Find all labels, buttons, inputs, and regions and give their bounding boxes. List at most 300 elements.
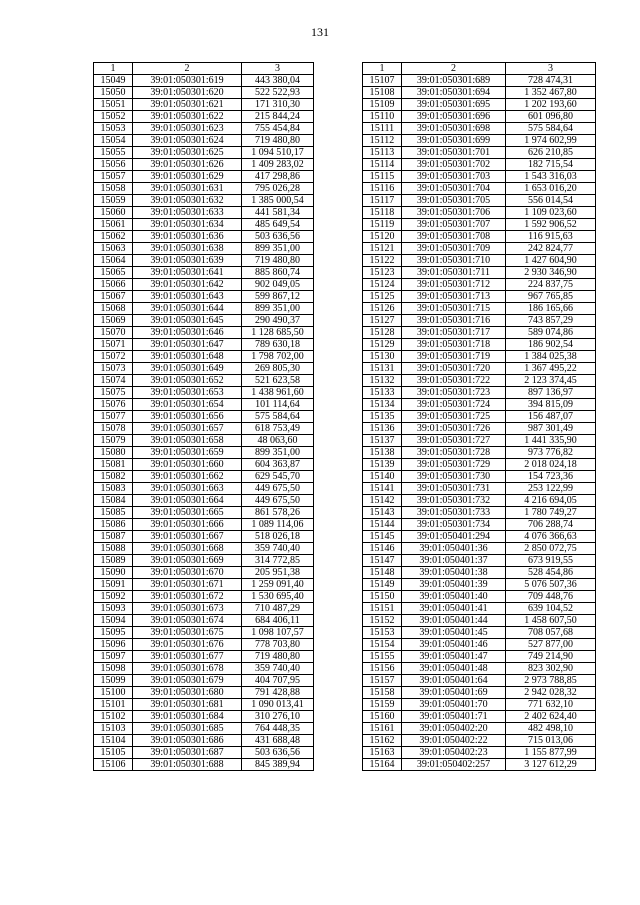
row-number: 15074: [94, 375, 133, 387]
row-number: 15150: [363, 591, 402, 603]
cadastral-value: 626 210,85: [506, 147, 596, 159]
row-number: 15162: [363, 735, 402, 747]
cadastral-number: 39:01:050301:641: [133, 267, 242, 279]
cadastral-number: 39:01:050401:69: [402, 687, 506, 699]
row-number: 15103: [94, 723, 133, 735]
cadastral-number: 39:01:050401:44: [402, 615, 506, 627]
cadastral-value: 449 675,50: [242, 483, 314, 495]
cadastral-value: 1 385 000,54: [242, 195, 314, 207]
table-row: [363, 735, 596, 747]
cadastral-table-left: [93, 62, 314, 771]
table-row: [94, 723, 314, 735]
cadastral-value: 1 259 091,40: [242, 579, 314, 591]
cadastral-value: 710 487,29: [242, 603, 314, 615]
cadastral-value: 2 850 072,75: [506, 543, 596, 555]
row-number: 15116: [363, 183, 402, 195]
table-row: [363, 567, 596, 579]
cadastral-value: 1 798 702,00: [242, 351, 314, 363]
row-number: 15126: [363, 303, 402, 315]
cadastral-number: 39:01:050301:654: [133, 399, 242, 411]
cadastral-number: 39:01:050301:642: [133, 279, 242, 291]
cadastral-value: 673 919,55: [506, 555, 596, 567]
cadastral-number: 39:01:050301:734: [402, 519, 506, 531]
cadastral-number: 39:01:050402:257: [402, 759, 506, 771]
table-row: [94, 195, 314, 207]
table-row: [363, 195, 596, 207]
cadastral-number: 39:01:050301:684: [133, 711, 242, 723]
row-number: 15137: [363, 435, 402, 447]
cadastral-value: 1 592 906,52: [506, 219, 596, 231]
cadastral-value: 3 127 612,29: [506, 759, 596, 771]
cadastral-number: 39:01:050301:649: [133, 363, 242, 375]
row-number: 15132: [363, 375, 402, 387]
row-number: 15096: [94, 639, 133, 651]
cadastral-value: 2 123 374,45: [506, 375, 596, 387]
table-row: [363, 267, 596, 279]
table-row: [94, 375, 314, 387]
cadastral-value: 154 723,36: [506, 471, 596, 483]
cadastral-value: 861 578,26: [242, 507, 314, 519]
row-number: 15058: [94, 183, 133, 195]
cadastral-number: 39:01:050301:663: [133, 483, 242, 495]
row-number: 15099: [94, 675, 133, 687]
row-number: 15164: [363, 759, 402, 771]
cadastral-number: 39:01:050401:37: [402, 555, 506, 567]
table-row: [363, 591, 596, 603]
cadastral-number: 39:01:050301:656: [133, 411, 242, 423]
cadastral-number: 39:01:050301:731: [402, 483, 506, 495]
cadastral-value: 1 089 114,06: [242, 519, 314, 531]
row-number: 15129: [363, 339, 402, 351]
table-row: [94, 579, 314, 591]
table-row: [363, 603, 596, 615]
cadastral-value: 4 216 694,05: [506, 495, 596, 507]
cadastral-number: 39:01:050301:725: [402, 411, 506, 423]
table-row: [363, 711, 596, 723]
cadastral-value: 719 480,80: [242, 651, 314, 663]
row-number: 15076: [94, 399, 133, 411]
table-row: [363, 303, 596, 315]
cadastral-number: 39:01:050301:653: [133, 387, 242, 399]
cadastral-value: 1 352 467,80: [506, 87, 596, 99]
row-number: 15125: [363, 291, 402, 303]
cadastral-number: 39:01:050401:45: [402, 627, 506, 639]
row-number: 15154: [363, 639, 402, 651]
row-number: 15110: [363, 111, 402, 123]
row-number: 15097: [94, 651, 133, 663]
cadastral-value: 706 288,74: [506, 519, 596, 531]
row-number: 15133: [363, 387, 402, 399]
cadastral-value: 1 780 749,27: [506, 507, 596, 519]
header-cell-2: 2: [402, 63, 506, 75]
table-row: [363, 519, 596, 531]
cadastral-value: 310 276,10: [242, 711, 314, 723]
cadastral-value: 156 487,07: [506, 411, 596, 423]
cadastral-value: 899 351,00: [242, 447, 314, 459]
cadastral-number: 39:01:050301:620: [133, 87, 242, 99]
table-row: [363, 123, 596, 135]
table-row: [94, 735, 314, 747]
row-number: 15052: [94, 111, 133, 123]
cadastral-number: 39:01:050401:39: [402, 579, 506, 591]
table-row: [94, 363, 314, 375]
row-number: 15144: [363, 519, 402, 531]
cadastral-number: 39:01:050301:732: [402, 495, 506, 507]
row-number: 15127: [363, 315, 402, 327]
cadastral-number: 39:01:050301:698: [402, 123, 506, 135]
cadastral-value: 967 765,85: [506, 291, 596, 303]
cadastral-number: 39:01:050301:666: [133, 519, 242, 531]
table-row: [363, 651, 596, 663]
row-number: 15091: [94, 579, 133, 591]
cadastral-value: 639 104,52: [506, 603, 596, 615]
cadastral-number: 39:01:050301:625: [133, 147, 242, 159]
cadastral-number: 39:01:050301:701: [402, 147, 506, 159]
cadastral-number: 39:01:050402:23: [402, 747, 506, 759]
table-row: [363, 363, 596, 375]
cadastral-number: 39:01:050301:632: [133, 195, 242, 207]
table-row: [94, 387, 314, 399]
cadastral-number: 39:01:050401:41: [402, 603, 506, 615]
row-number: 15084: [94, 495, 133, 507]
table-row: [94, 747, 314, 759]
row-number: 15123: [363, 267, 402, 279]
table-row: [94, 423, 314, 435]
page-number: 131: [311, 25, 329, 39]
table-row: [94, 243, 314, 255]
row-number: 15136: [363, 423, 402, 435]
cadastral-value: 764 448,35: [242, 723, 314, 735]
table-row: [94, 219, 314, 231]
row-number: 15061: [94, 219, 133, 231]
cadastral-number: 39:01:050301:707: [402, 219, 506, 231]
cadastral-value: 719 480,80: [242, 255, 314, 267]
cadastral-value: 1 653 016,20: [506, 183, 596, 195]
row-number: 15145: [363, 531, 402, 543]
cadastral-value: 215 844,24: [242, 111, 314, 123]
cadastral-value: 443 380,04: [242, 75, 314, 87]
row-number: 15050: [94, 87, 133, 99]
table-header-row: [94, 63, 314, 75]
table-row: [94, 447, 314, 459]
cadastral-value: 441 581,34: [242, 207, 314, 219]
cadastral-value: 1 409 283,02: [242, 159, 314, 171]
cadastral-value: 575 584,64: [506, 123, 596, 135]
cadastral-number: 39:01:050301:643: [133, 291, 242, 303]
cadastral-number: 39:01:050401:36: [402, 543, 506, 555]
row-number: 15055: [94, 147, 133, 159]
cadastral-number: 39:01:050301:657: [133, 423, 242, 435]
table-row: [94, 207, 314, 219]
cadastral-number: 39:01:050301:622: [133, 111, 242, 123]
cadastral-value: 1 128 685,50: [242, 327, 314, 339]
cadastral-number: 39:01:050401:38: [402, 567, 506, 579]
table-row: [363, 495, 596, 507]
table-row: [94, 519, 314, 531]
table-row: [363, 135, 596, 147]
cadastral-number: 39:01:050401:64: [402, 675, 506, 687]
cadastral-number: 39:01:050301:634: [133, 219, 242, 231]
cadastral-number: 39:01:050301:639: [133, 255, 242, 267]
table-row: [363, 75, 596, 87]
cadastral-number: 39:01:050301:715: [402, 303, 506, 315]
cadastral-number: 39:01:050301:658: [133, 435, 242, 447]
cadastral-value: 314 772,85: [242, 555, 314, 567]
row-number: 15057: [94, 171, 133, 183]
cadastral-value: 1 202 193,60: [506, 99, 596, 111]
table-row: [94, 495, 314, 507]
row-number: 15105: [94, 747, 133, 759]
cadastral-number: 39:01:050301:652: [133, 375, 242, 387]
row-number: 15138: [363, 447, 402, 459]
table-row: [363, 531, 596, 543]
cadastral-number: 39:01:050301:659: [133, 447, 242, 459]
table-row: [94, 651, 314, 663]
cadastral-number: 39:01:050301:664: [133, 495, 242, 507]
cadastral-number: 39:01:050301:674: [133, 615, 242, 627]
table-row: [363, 435, 596, 447]
cadastral-number: 39:01:050402:20: [402, 723, 506, 735]
table-row: [94, 675, 314, 687]
row-number: 15152: [363, 615, 402, 627]
row-number: 15068: [94, 303, 133, 315]
row-number: 15119: [363, 219, 402, 231]
cadastral-value: 1 543 316,03: [506, 171, 596, 183]
cadastral-value: 715 013,06: [506, 735, 596, 747]
cadastral-value: 987 301,49: [506, 423, 596, 435]
cadastral-value: 902 049,05: [242, 279, 314, 291]
row-number: 15092: [94, 591, 133, 603]
row-number: 15077: [94, 411, 133, 423]
cadastral-number: 39:01:050301:724: [402, 399, 506, 411]
cadastral-number: 39:01:050301:710: [402, 255, 506, 267]
cadastral-value: 404 707,95: [242, 675, 314, 687]
cadastral-value: 521 623,58: [242, 375, 314, 387]
cadastral-number: 39:01:050301:672: [133, 591, 242, 603]
table-row: [94, 339, 314, 351]
cadastral-value: 601 096,80: [506, 111, 596, 123]
cadastral-number: 39:01:050301:681: [133, 699, 242, 711]
cadastral-value: 618 753,49: [242, 423, 314, 435]
cadastral-number: 39:01:050401:40: [402, 591, 506, 603]
row-number: 15075: [94, 387, 133, 399]
table-row: [94, 459, 314, 471]
table-row: [363, 339, 596, 351]
row-number: 15157: [363, 675, 402, 687]
cadastral-number: 39:01:050301:623: [133, 123, 242, 135]
table-row: [363, 699, 596, 711]
table-row: [363, 615, 596, 627]
table-row: [363, 507, 596, 519]
cadastral-number: 39:01:050301:702: [402, 159, 506, 171]
table-row: [363, 459, 596, 471]
table-header-row: [363, 63, 596, 75]
cadastral-value: 269 805,30: [242, 363, 314, 375]
header-cell-2: 2: [133, 63, 242, 75]
row-number: 15086: [94, 519, 133, 531]
table-body-right: [363, 63, 596, 771]
table-row: [94, 399, 314, 411]
row-number: 15060: [94, 207, 133, 219]
table-row: [94, 279, 314, 291]
table-row: [363, 579, 596, 591]
table-row: [94, 627, 314, 639]
cadastral-number: 39:01:050301:631: [133, 183, 242, 195]
row-number: 15049: [94, 75, 133, 87]
table-row: [94, 435, 314, 447]
row-number: 15135: [363, 411, 402, 423]
cadastral-number: 39:01:050401:48: [402, 663, 506, 675]
cadastral-value: 709 448,76: [506, 591, 596, 603]
row-number: 15109: [363, 99, 402, 111]
header-cell-3: 3: [242, 63, 314, 75]
table-row: [363, 255, 596, 267]
cadastral-table-right: [362, 62, 596, 771]
row-number: 15093: [94, 603, 133, 615]
row-number: 15095: [94, 627, 133, 639]
cadastral-value: 556 014,54: [506, 195, 596, 207]
table-row: [94, 507, 314, 519]
table-row: [94, 111, 314, 123]
cadastral-value: 845 389,94: [242, 759, 314, 771]
row-number: 15149: [363, 579, 402, 591]
row-number: 15098: [94, 663, 133, 675]
row-number: 15111: [363, 123, 402, 135]
cadastral-number: 39:01:050301:699: [402, 135, 506, 147]
row-number: 15089: [94, 555, 133, 567]
row-number: 15122: [363, 255, 402, 267]
cadastral-number: 39:01:050301:669: [133, 555, 242, 567]
cadastral-number: 39:01:050301:727: [402, 435, 506, 447]
cadastral-value: 417 298,86: [242, 171, 314, 183]
cadastral-value: 743 857,29: [506, 315, 596, 327]
cadastral-number: 39:01:050301:673: [133, 603, 242, 615]
row-number: 15056: [94, 159, 133, 171]
row-number: 15120: [363, 231, 402, 243]
cadastral-value: 899 351,00: [242, 243, 314, 255]
row-number: 15128: [363, 327, 402, 339]
row-number: 15090: [94, 567, 133, 579]
cadastral-value: 5 076 507,36: [506, 579, 596, 591]
header-cell-3: 3: [506, 63, 596, 75]
table-row: [363, 399, 596, 411]
cadastral-number: 39:01:050301:704: [402, 183, 506, 195]
cadastral-value: 503 636,56: [242, 747, 314, 759]
cadastral-value: 242 824,77: [506, 243, 596, 255]
cadastral-value: 897 136,97: [506, 387, 596, 399]
row-number: 15160: [363, 711, 402, 723]
row-number: 15081: [94, 459, 133, 471]
cadastral-number: 39:01:050301:722: [402, 375, 506, 387]
table-row: [94, 147, 314, 159]
table-row: [94, 267, 314, 279]
cadastral-number: 39:01:050301:633: [133, 207, 242, 219]
row-number: 15083: [94, 483, 133, 495]
cadastral-number: 39:01:050301:675: [133, 627, 242, 639]
cadastral-number: 39:01:050301:680: [133, 687, 242, 699]
table-row: [94, 567, 314, 579]
table-row: [363, 627, 596, 639]
cadastral-number: 39:01:050301:695: [402, 99, 506, 111]
cadastral-number: 39:01:050301:667: [133, 531, 242, 543]
row-number: 15085: [94, 507, 133, 519]
table-row: [363, 147, 596, 159]
cadastral-value: 1 530 695,40: [242, 591, 314, 603]
cadastral-number: 39:01:050301:624: [133, 135, 242, 147]
row-number: 15141: [363, 483, 402, 495]
cadastral-value: 253 122,99: [506, 483, 596, 495]
row-number: 15113: [363, 147, 402, 159]
cadastral-value: 719 480,80: [242, 135, 314, 147]
table-row: [363, 327, 596, 339]
row-number: 15106: [94, 759, 133, 771]
cadastral-value: 2 402 624,40: [506, 711, 596, 723]
cadastral-number: 39:01:050301:685: [133, 723, 242, 735]
row-number: 15124: [363, 279, 402, 291]
table-row: [94, 411, 314, 423]
table-row: [94, 687, 314, 699]
row-number: 15139: [363, 459, 402, 471]
cadastral-number: 39:01:050301:718: [402, 339, 506, 351]
row-number: 15067: [94, 291, 133, 303]
table-row: [363, 99, 596, 111]
cadastral-number: 39:01:050301:626: [133, 159, 242, 171]
row-number: 15156: [363, 663, 402, 675]
cadastral-value: 885 860,74: [242, 267, 314, 279]
cadastral-value: 449 675,50: [242, 495, 314, 507]
table-row: [363, 87, 596, 99]
cadastral-value: 4 076 366,63: [506, 531, 596, 543]
table-row: [363, 171, 596, 183]
cadastral-value: 290 490,37: [242, 315, 314, 327]
table-row: [94, 183, 314, 195]
cadastral-number: 39:01:050301:644: [133, 303, 242, 315]
table-row: [363, 555, 596, 567]
cadastral-value: 528 454,86: [506, 567, 596, 579]
table-row: [363, 747, 596, 759]
cadastral-value: 1 367 495,22: [506, 363, 596, 375]
cadastral-number: 39:01:050301:648: [133, 351, 242, 363]
row-number: 15161: [363, 723, 402, 735]
cadastral-number: 39:01:050301:660: [133, 459, 242, 471]
cadastral-number: 39:01:050301:728: [402, 447, 506, 459]
table-row: [94, 135, 314, 147]
cadastral-number: 39:01:050301:662: [133, 471, 242, 483]
cadastral-value: 728 474,31: [506, 75, 596, 87]
cadastral-value: 182 715,54: [506, 159, 596, 171]
cadastral-value: 224 837,75: [506, 279, 596, 291]
row-number: 15082: [94, 471, 133, 483]
row-number: 15130: [363, 351, 402, 363]
row-number: 15153: [363, 627, 402, 639]
table-row: [94, 351, 314, 363]
cadastral-number: 39:01:050301:687: [133, 747, 242, 759]
row-number: 15163: [363, 747, 402, 759]
table-row: [94, 543, 314, 555]
cadastral-value: 522 522,93: [242, 87, 314, 99]
cadastral-number: 39:01:050301:696: [402, 111, 506, 123]
cadastral-value: 527 877,00: [506, 639, 596, 651]
cadastral-number: 39:01:050301:619: [133, 75, 242, 87]
row-number: 15059: [94, 195, 133, 207]
table-row: [363, 375, 596, 387]
row-number: 15142: [363, 495, 402, 507]
cadastral-value: 116 915,63: [506, 231, 596, 243]
table-row: [363, 483, 596, 495]
cadastral-number: 39:01:050301:716: [402, 315, 506, 327]
cadastral-value: 431 688,48: [242, 735, 314, 747]
cadastral-value: 1 109 023,60: [506, 207, 596, 219]
